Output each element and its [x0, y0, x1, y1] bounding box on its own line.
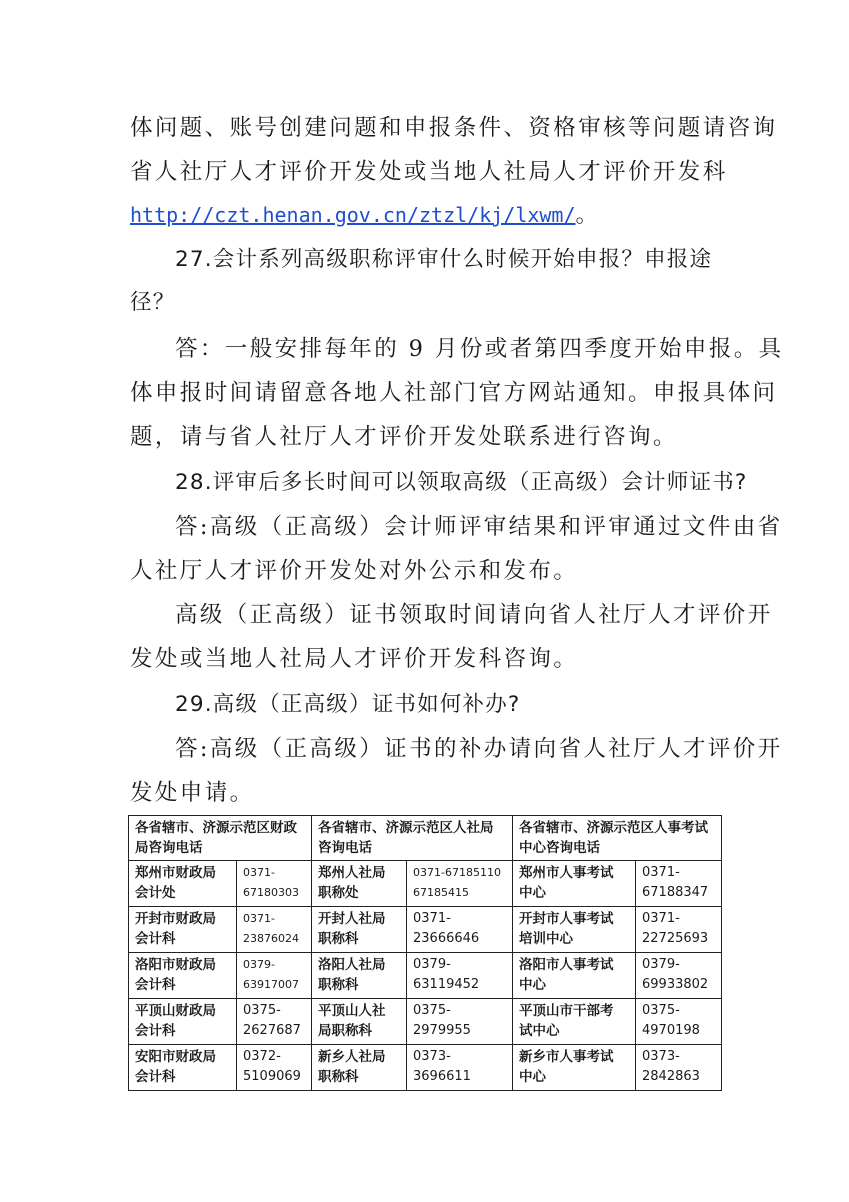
hr-office-name: 新乡人社局 职称科: [312, 1045, 407, 1091]
hr-office-name: 开封人社局 职称科: [312, 907, 407, 953]
punctuation: 。: [575, 202, 601, 228]
hr-office-phone: 0373- 3696611: [407, 1045, 513, 1091]
table-row: [129, 861, 722, 907]
answer-28-line: 发处或当地人社局人才评价开发科咨询。: [130, 646, 579, 672]
question-27-heading: 27.会计系列高级职称评审什么时候开始申报？申报途: [175, 247, 713, 272]
question-27-heading-cont: 径？: [130, 290, 176, 315]
finance-office-name: 平顶山财政局 会计科: [129, 999, 237, 1045]
finance-office-name: 安阳市财政局 会计科: [129, 1045, 237, 1091]
hr-office-name: 洛阳人社局 职称科: [312, 953, 407, 999]
table-row: [129, 999, 722, 1045]
table-header-row: [129, 816, 722, 861]
hr-office-phone: 0371- 23666646: [407, 907, 513, 953]
hr-office-phone: 0371-67185110 67185415: [407, 861, 513, 907]
paragraph-line: [130, 200, 600, 230]
table-row: [129, 907, 722, 953]
paragraph-line: 体问题、账号创建问题和申报条件、资格审核等问题请咨询: [130, 115, 778, 141]
finance-office-phone: 0371- 23876024: [237, 907, 312, 953]
header-hr-bureau: 各省辖市、济源示范区人社局咨询电话: [312, 816, 513, 861]
exam-center-phone: 0379- 69933802: [636, 953, 722, 999]
contact-link[interactable]: http://czt.henan.gov.cn/ztzl/kj/lxwm/: [130, 203, 576, 227]
table-row: [129, 953, 722, 999]
exam-center-phone: 0371- 67188347: [636, 861, 722, 907]
finance-office-phone: 0375- 2627687: [237, 999, 312, 1045]
hr-office-name: 平顶山人社 局职称科: [312, 999, 407, 1045]
answer-27-line: 题，请与省人社厅人才评价开发处联系进行咨询。: [130, 424, 678, 450]
answer-28-line: 高级（正高级）证书领取时间请向省人社厅人才评价开: [175, 602, 773, 628]
exam-center-phone: 0375- 4970198: [636, 999, 722, 1045]
answer-28-line: 答:高级（正高级）会计师评审结果和评审通过文件由省: [175, 514, 783, 540]
finance-office-phone: 0371- 67180303: [237, 861, 312, 907]
question-28-heading: 28.评审后多长时间可以领取高级（正高级）会计师证书?: [175, 470, 748, 495]
exam-center-phone: 0371- 22725693: [636, 907, 722, 953]
answer-28-line: 人社厅人才评价开发处对外公示和发布。: [130, 558, 579, 584]
exam-center-name: 郑州市人事考试 中心: [513, 861, 636, 907]
answer-27-line: 体申报时间请留意各地人社部门官方网站通知。申报具体问: [130, 380, 778, 406]
exam-center-name: 新乡市人事考试 中心: [513, 1045, 636, 1091]
finance-office-phone: 0372- 5109069: [237, 1045, 312, 1091]
answer-29-line: 发处申请。: [130, 780, 255, 806]
finance-office-name: 洛阳市财政局 会计科: [129, 953, 237, 999]
exam-center-name: 平顶山市干部考 试中心: [513, 999, 636, 1045]
hr-office-name: 郑州人社局 职称处: [312, 861, 407, 907]
header-finance-bureau: 各省辖市、济源示范区财政局咨询电话: [129, 816, 312, 861]
hr-office-phone: 0375- 2979955: [407, 999, 513, 1045]
hr-office-phone: 0379- 63119452: [407, 953, 513, 999]
contact-phone-table: [128, 815, 722, 1091]
finance-office-name: 郑州市财政局 会计处: [129, 861, 237, 907]
question-29-heading: 29.高级（正高级）证书如何补办?: [175, 692, 521, 717]
answer-29-line: 答:高级（正高级）证书的补办请向省人社厅人才评价开: [175, 736, 783, 762]
finance-office-name: 开封市财政局 会计科: [129, 907, 237, 953]
finance-office-phone: 0379- 63917007: [237, 953, 312, 999]
answer-27-line: 答：一般安排每年的 9 月份或者第四季度开始申报。具: [175, 336, 784, 362]
exam-center-name: 洛阳市人事考试 中心: [513, 953, 636, 999]
exam-center-phone: 0373- 2842863: [636, 1045, 722, 1091]
exam-center-name: 开封市人事考试 培训中心: [513, 907, 636, 953]
header-exam-center: 各省辖市、济源示范区人事考试中心咨询电话: [513, 816, 722, 861]
paragraph-line: 省人社厅人才评价开发处或当地人社局人才评价开发科: [130, 159, 728, 185]
table-row: [129, 1045, 722, 1091]
